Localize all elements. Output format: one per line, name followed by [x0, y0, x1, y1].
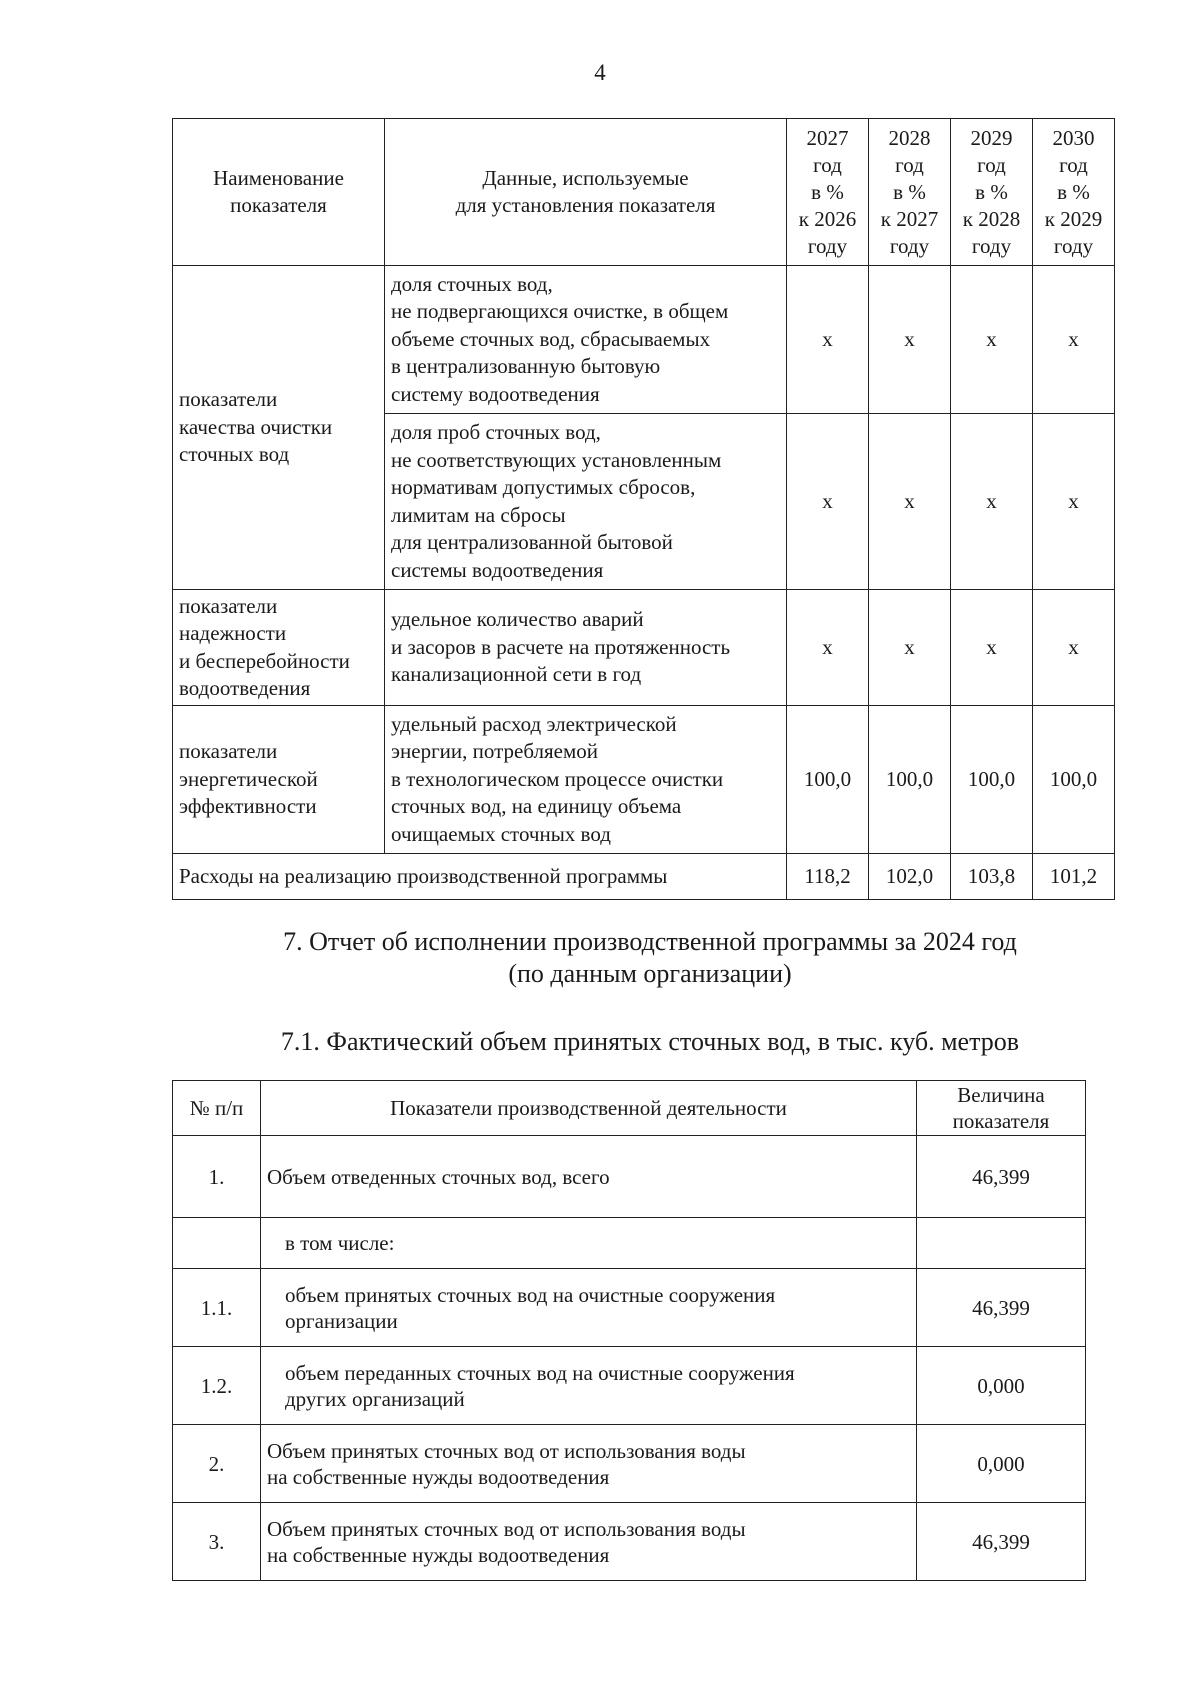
expenses-row — [173, 854, 1115, 900]
indicator-value: х — [787, 414, 869, 590]
indicator-group-energy: показатели энергетической эффективности — [173, 706, 385, 854]
indicator-value: х — [787, 266, 869, 414]
row-num: 1.1. — [173, 1269, 261, 1347]
section-7-title-line2: (по данным организации) — [508, 959, 792, 988]
indicator-row — [173, 590, 1115, 706]
header-num: № п/п — [173, 1081, 261, 1136]
header-year-2030: 2030 год в % к 2029 году — [1033, 119, 1115, 266]
indicator-group-reliability: показатели надежности и бесперебойности водоотведения — [173, 590, 385, 706]
row-num: 3. — [173, 1503, 261, 1581]
indicator-value: х — [869, 266, 951, 414]
section-7-title — [0, 926, 1200, 990]
indicator-description: доля проб сточных вод, не соответствующих установленным нормативам допустимых сбросов, лимитам на сбросы для централизованной бытовой системы водоотведения — [385, 414, 787, 590]
indicators-header-row — [173, 119, 1115, 266]
expenses-value: 102,0 — [869, 854, 951, 900]
indicator-group-quality: показатели качества очистки сточных вод — [173, 266, 385, 590]
header-year-2029: 2029 год в % к 2028 году — [951, 119, 1033, 266]
section-7-title-line1: 7. Отчет об исполнении производственной программы за 2024 год — [283, 927, 1017, 956]
indicator-row — [173, 706, 1115, 854]
row-num: 1.2. — [173, 1347, 261, 1425]
indicator-value: х — [1033, 414, 1115, 590]
row-name: Объем принятых сточных вод от использования воды на собственные нужды водоотведения — [261, 1425, 917, 1503]
indicator-description: удельный расход электрической энергии, потребляемой в технологическом процессе очистки сточных вод, на единицу объема очищаемых сточных вод — [385, 706, 787, 854]
header-indicator-data: Данные, используемые для установления показателя — [385, 119, 787, 266]
indicator-description: доля сточных вод, не подвергающихся очистке, в общем объеме сточных вод, сбрасываемых в централизованную бытовую систему водоотведения — [385, 266, 787, 414]
indicator-value: х — [787, 590, 869, 706]
section-71-title: 7.1. Фактический объем принятых сточных вод, в тыс. куб. метров — [280, 1027, 1020, 1056]
header-indicator-name: Наименование показателя — [173, 119, 385, 266]
row-name: объем принятых сточных вод на очистные сооружения организации — [261, 1269, 917, 1347]
row-name: в том числе: — [261, 1218, 917, 1269]
indicator-row — [173, 266, 1115, 414]
row-num — [173, 1218, 261, 1269]
row-value: 46,399 — [917, 1136, 1086, 1218]
row-name: Объем принятых сточных вод от использования воды на собственные нужды водоотведения — [261, 1503, 917, 1581]
row-name: Объем отведенных сточных вод, всего — [261, 1136, 917, 1218]
volume-row — [173, 1269, 1086, 1347]
volume-table — [172, 1080, 1086, 1581]
row-value: 0,000 — [917, 1425, 1086, 1503]
expenses-value: 103,8 — [951, 854, 1033, 900]
row-value — [917, 1218, 1086, 1269]
indicator-value: х — [951, 590, 1033, 706]
volume-row — [173, 1503, 1086, 1581]
header-year-2028: 2028 год в % к 2027 году — [869, 119, 951, 266]
row-num: 2. — [173, 1425, 261, 1503]
row-num: 1. — [173, 1136, 261, 1218]
row-value: 46,399 — [917, 1269, 1086, 1347]
indicator-description: удельное количество аварий и засоров в расчете на протяженность канализационной сети в год — [385, 590, 787, 706]
indicator-value: 100,0 — [787, 706, 869, 854]
row-name: объем переданных сточных вод на очистные сооружения других организаций — [261, 1347, 917, 1425]
indicator-value: х — [1033, 590, 1115, 706]
indicator-value: х — [1033, 266, 1115, 414]
page-number: 4 — [594, 60, 606, 85]
expenses-label: Расходы на реализацию производственной программы — [173, 854, 787, 900]
header-year-2027: 2027 год в % к 2026 году — [787, 119, 869, 266]
indicator-value: 100,0 — [869, 706, 951, 854]
volume-header-row — [173, 1081, 1086, 1136]
header-value: Величина показателя — [917, 1081, 1086, 1136]
indicator-value: х — [869, 414, 951, 590]
indicator-value: х — [951, 414, 1033, 590]
indicator-value: 100,0 — [1033, 706, 1115, 854]
volume-row — [173, 1347, 1086, 1425]
expenses-value: 118,2 — [787, 854, 869, 900]
header-activity: Показатели производственной деятельности — [261, 1081, 917, 1136]
indicator-value: х — [951, 266, 1033, 414]
volume-row — [173, 1136, 1086, 1218]
indicators-table — [172, 118, 1115, 900]
row-value: 46,399 — [917, 1503, 1086, 1581]
volume-row — [173, 1425, 1086, 1503]
indicator-value: 100,0 — [951, 706, 1033, 854]
row-value: 0,000 — [917, 1347, 1086, 1425]
volume-row — [173, 1218, 1086, 1269]
indicator-value: х — [869, 590, 951, 706]
expenses-value: 101,2 — [1033, 854, 1115, 900]
